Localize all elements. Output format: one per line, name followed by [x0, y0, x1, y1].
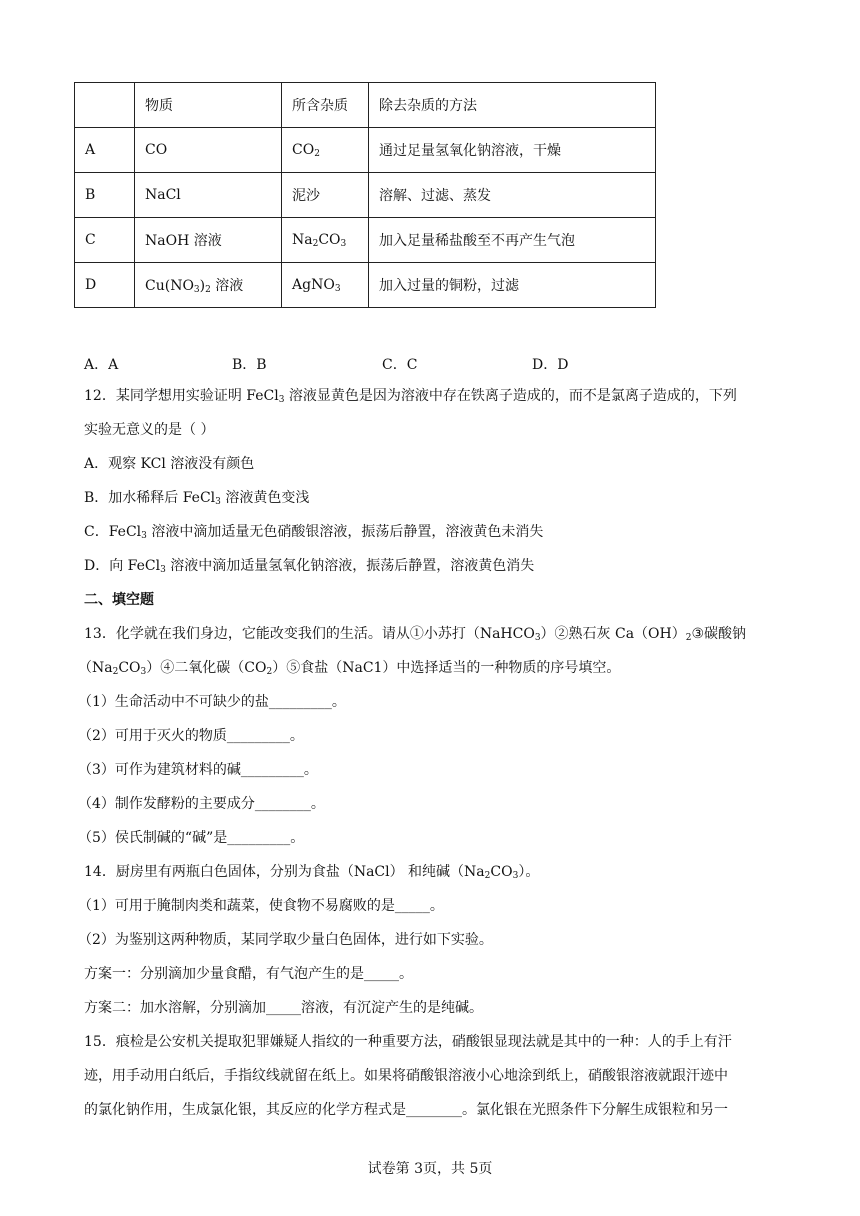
table-header-cell: 除去杂质的方法: [369, 83, 656, 128]
q14-plan-2[interactable]: 方案二：加水溶解，分别滴加_____溶液，有沉淀产生的是纯碱。: [84, 1000, 483, 1016]
row-label-cell: B: [75, 173, 135, 218]
page-footer: 试卷第 3页，共 5页: [367, 1161, 493, 1177]
q13-item-1[interactable]: （1）生命活动中不可缺少的盐_________。: [78, 694, 346, 710]
substance-cell: NaOH 溶液: [135, 218, 282, 263]
row-label-cell: A: [75, 128, 135, 173]
q12-stem-line2: 实验无意义的是（ ）: [84, 422, 215, 438]
row-label-cell: C: [75, 218, 135, 263]
q12-option-c[interactable]: C．FeCl$_3$ 溶液中滴加适量无色硝酸银溶液，振荡后静置，溶液黄色未消失: [84, 524, 544, 541]
table-header-row: [75, 83, 656, 128]
q11-option-b[interactable]: B．B: [232, 357, 267, 373]
substance-cell: NaCl: [135, 173, 282, 218]
q12-option-d[interactable]: D．向 FeCl$_3$ 溶液中滴加适量氢氧化钠溶液，振荡后静置，溶液黄色消失: [84, 558, 535, 575]
table-header-cell: [75, 83, 135, 128]
q15-line3[interactable]: 的氯化钠作用，生成氯化银，其反应的化学方程式是________。氯化银在光照条件下分解生成银粒和另一: [84, 1102, 728, 1118]
q12-option-b[interactable]: B．加水稀释后 FeCl$_3$ 溶液黄色变浅: [84, 490, 310, 507]
q11-option-c[interactable]: C．C: [382, 357, 418, 373]
table-row: [75, 218, 656, 263]
q13-item-4[interactable]: （4）制作发酵粉的主要成分________。: [78, 796, 325, 812]
q13-line2: $(Na_2CO_3)④$二氧化碳$(CO_2)⑤$食盐（NaC1）中选择适当的一种物质的序号填空。: [78, 660, 621, 677]
table-row: [75, 173, 656, 218]
q13-item-3[interactable]: （3）可作为建筑材料的碱_________。: [78, 762, 318, 778]
q12-option-a[interactable]: A．观察 KCl 溶液没有颜色: [84, 456, 255, 472]
q11-option-a[interactable]: A．A: [84, 357, 119, 373]
table-row: [75, 263, 656, 308]
q11-option-d[interactable]: D．D: [532, 357, 569, 373]
q13-item-2[interactable]: （2）可用于灭火的物质_________。: [78, 728, 304, 744]
q15-line1: 15．痕检是公安机关提取犯罪嫌疑人指纹的一种重要方法，硝酸银显现法就是其中的一种：人的手上有汗: [84, 1034, 732, 1050]
q14-line1: 14．厨房里有两瓶白色固体，分别为食盐（NaCl） 和纯碱$(Na_2CO_3)$。: [84, 864, 540, 881]
impurity-cell: AgNO$_3$: [282, 263, 369, 308]
q14-plan-1[interactable]: 方案一：分别滴加少量食醋，有气泡产生的是_____。: [84, 966, 413, 982]
table-header-cell: 物质: [135, 83, 282, 128]
q14-item-2: （2）为鉴别这两种物质，某同学取少量白色固体，进行如下实验。: [78, 932, 493, 948]
q15-line2: 迹，用手动用白纸后，手指纹线就留在纸上。如果将硝酸银溶液小心地涂到纸上，硝酸银溶液就跟汗迹中: [84, 1068, 728, 1084]
q13-line1: 13．化学就在我们身边，它能改变我们的生活。请从①小苏打（NaHCO$_3$）②熟石灰 $Ca(OH)_2③$碳酸钠: [84, 626, 747, 643]
impurity-cell: 泥沙: [282, 173, 369, 218]
method-cell: 加入足量稀盐酸至不再产生气泡: [369, 218, 656, 263]
section-title-fill-in: 二、填空题: [84, 592, 154, 608]
substance-cell: $Cu(NO_3)_2$ 溶液: [135, 263, 282, 308]
method-cell: 溶解、过滤、蒸发: [369, 173, 656, 218]
impurity-removal-table: [74, 82, 656, 308]
table-row: [75, 128, 656, 173]
q13-item-5[interactable]: （5）侯氏制碱的“碱”是_________。: [78, 830, 305, 846]
q14-item-1[interactable]: （1）可用于腌制肉类和蔬菜，使食物不易腐败的是_____。: [78, 898, 444, 914]
table-header-cell: 所含杂质: [282, 83, 369, 128]
impurity-cell: $CO_2$: [282, 128, 369, 173]
q12-stem-line1: 12．某同学想用实验证明 FeCl$_3$ 溶液显黄色是因为溶液中存在铁离子造成的，而不是氯离子造成的，下列: [84, 388, 737, 405]
substance-cell: CO: [135, 128, 282, 173]
impurity-cell: $Na_2CO_3$: [282, 218, 369, 263]
method-cell: 加入过量的铜粉，过滤: [369, 263, 656, 308]
method-cell: 通过足量氢氧化钠溶液，干燥: [369, 128, 656, 173]
row-label-cell: D: [75, 263, 135, 308]
